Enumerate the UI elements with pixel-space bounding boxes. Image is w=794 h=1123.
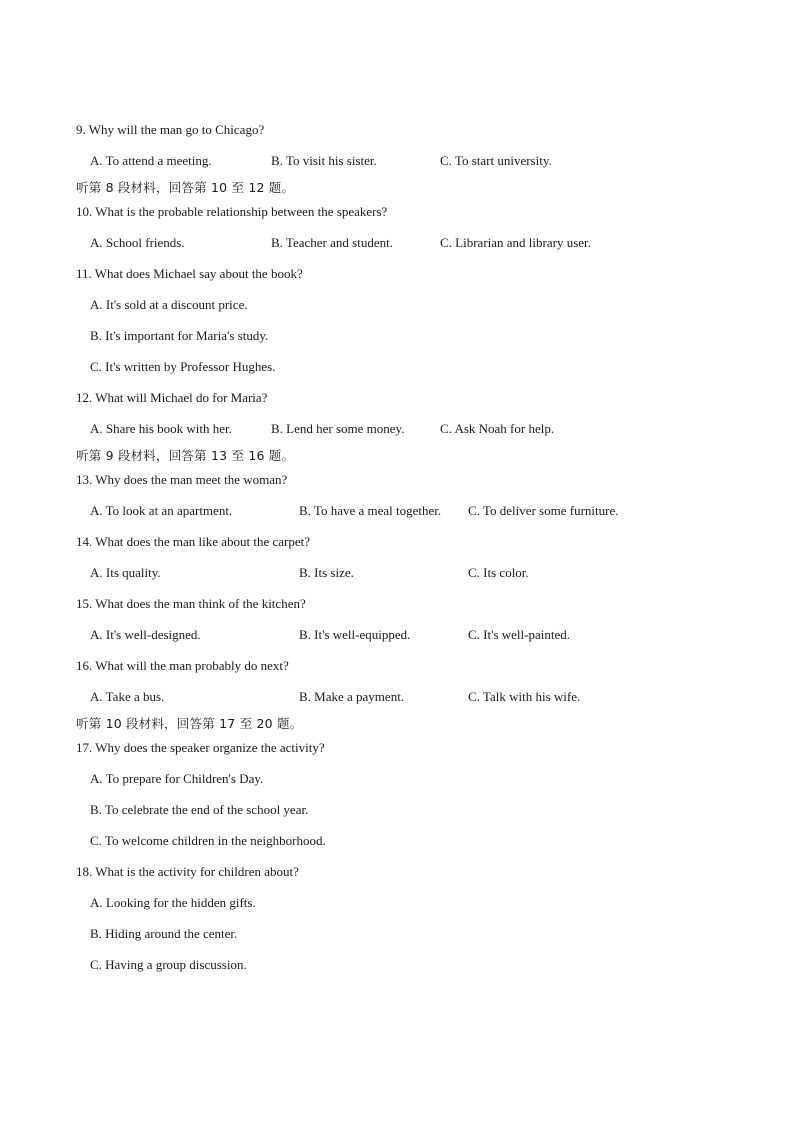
- answer-option: B. It's well-equipped.: [299, 627, 411, 642]
- answer-option: A. To look at an apartment.: [90, 503, 233, 518]
- answer-option: B. Its size.: [299, 565, 354, 580]
- question-text: 12. What will Michael do for Maria?: [76, 390, 268, 405]
- answer-option: A. Share his book with her.: [90, 421, 232, 436]
- answer-option: C. It's written by Professor Hughes.: [90, 359, 276, 374]
- answer-option: C. It's well-painted.: [468, 627, 570, 642]
- answer-option: C. To welcome children in the neighborhood.: [90, 833, 326, 848]
- section-instruction: 听第 8 段材料，回答第 10 至 12 题。: [76, 180, 295, 195]
- answer-option: B. To have a meal together.: [299, 503, 442, 518]
- answer-option: A. It's sold at a discount price.: [90, 297, 248, 312]
- question-text: 17. Why does the speaker organize the activity?: [76, 740, 325, 755]
- answer-option: C. Librarian and library user.: [440, 235, 591, 250]
- answer-option: B. Lend her some money.: [271, 421, 405, 436]
- answer-option: B. Teacher and student.: [271, 235, 393, 250]
- answer-option: B. Make a payment.: [299, 689, 405, 704]
- answer-option: C. Talk with his wife.: [468, 689, 581, 704]
- answer-option: C. To deliver some furniture.: [468, 503, 619, 518]
- answer-option: A. It's well-designed.: [90, 627, 201, 642]
- answer-option: A. Its quality.: [90, 565, 161, 580]
- question-text: 18. What is the activity for children about?: [76, 864, 299, 879]
- answer-option: A. To attend a meeting.: [90, 153, 212, 168]
- answer-option: A. School friends.: [90, 235, 185, 250]
- section-instruction: 听第 10 段材料，回答第 17 至 20 题。: [76, 716, 303, 731]
- question-text: 13. Why does the man meet the woman?: [76, 472, 288, 487]
- answer-option: C. Ask Noah for help.: [440, 421, 555, 436]
- question-text: 14. What does the man like about the carpet?: [76, 534, 311, 549]
- answer-option: C. To start university.: [440, 153, 552, 168]
- question-text: 16. What will the man probably do next?: [76, 658, 289, 673]
- answer-option: A. Take a bus.: [90, 689, 165, 704]
- answer-option: C. Its color.: [468, 565, 529, 580]
- answer-option: A. Looking for the hidden gifts.: [90, 895, 256, 910]
- answer-option: B. To celebrate the end of the school year.: [90, 802, 309, 817]
- question-text: 15. What does the man think of the kitchen?: [76, 596, 306, 611]
- question-text: 11. What does Michael say about the book?: [76, 266, 303, 281]
- answer-option: B. Hiding around the center.: [90, 926, 238, 941]
- answer-option: A. To prepare for Children's Day.: [90, 771, 264, 786]
- answer-option: B. To visit his sister.: [271, 153, 377, 168]
- answer-option: B. It's important for Maria's study.: [90, 328, 269, 343]
- question-text: 10. What is the probable relationship between the speakers?: [76, 204, 388, 219]
- question-text: 9. Why will the man go to Chicago?: [76, 122, 265, 137]
- section-instruction: 听第 9 段材料，回答第 13 至 16 题。: [76, 448, 295, 463]
- answer-option: C. Having a group discussion.: [90, 957, 247, 972]
